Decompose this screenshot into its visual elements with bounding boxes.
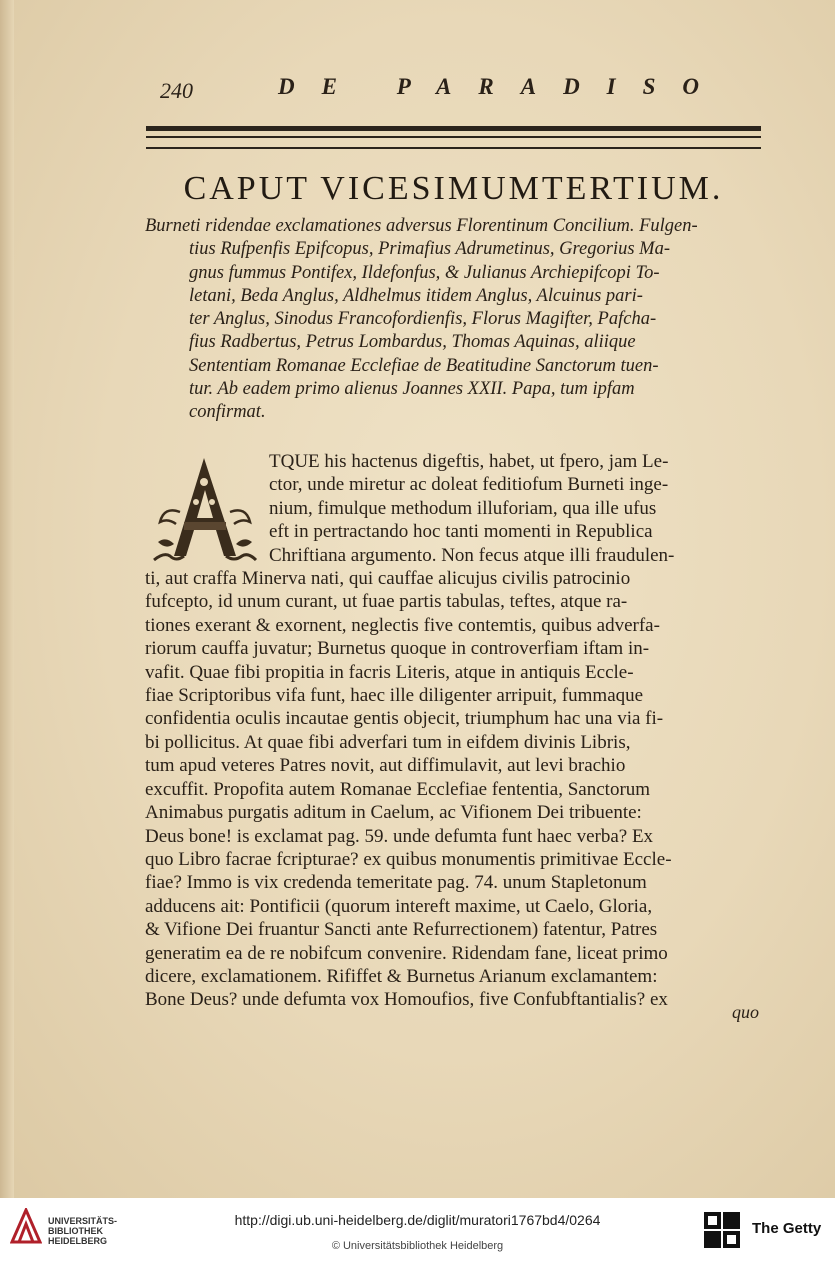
library-name-line: BIBLIOTHEK — [48, 1226, 103, 1236]
body-line: tum apud veteres Patres novit, aut diffimulavit, aut levi brachio — [145, 755, 626, 777]
copyright-notice: © Universitätsbibliothek Heidelberg — [331, 1240, 504, 1252]
body-line: generatim ea de re nobifcum convenire. Ridendam fane, liceat primo — [145, 942, 668, 964]
library-name-line: UNIVERSITÄTS- — [48, 1216, 118, 1226]
getty-logo-icon[interactable] — [704, 1212, 740, 1248]
body-line: bi pollicitus. At quae fibi adverfari tum in eifdem divinis Libris, — [145, 731, 631, 753]
body-line: dicere, exclamationem. Rififfet & Burnetus Arianum exclamantem: — [145, 965, 658, 987]
body-line: ti, aut craffa Minerva nati, qui cauffae alicujus civilis patrocinio — [145, 568, 631, 590]
body-line: Chriftiana argumento. Non fecus atque illi fraudulen- — [269, 544, 675, 566]
summary-line: fius Radbertus, Petrus Lombardus, Thomas Aquinas, aliique — [189, 332, 636, 353]
body-line: excuffit. Propofita autem Romanae Ecclefiae fententia, Sanctorum — [145, 778, 651, 800]
body-line: fiae? Immo is vix credenda temeritate pag. 74. unum Stapletonum — [145, 872, 647, 894]
summary-line: ter Anglus, Sinodus Francofordienfis, Florus Magifter, Pafcha- — [189, 309, 657, 330]
body-line: nium, fimulque methodum illuforiam, qua ille ufus — [269, 497, 657, 519]
page-header — [160, 70, 760, 110]
body-line: eft in pertractando hoc tanti momenti in Republica — [269, 521, 653, 543]
summary-line: tur. Ab eadem primo alienus Joannes XXII. Papa, tum ipfam — [189, 379, 635, 400]
running-title: DE PARADISO — [278, 74, 727, 99]
body-line: quo Libro facrae fcripturae? ex quibus monumentis primitivae Eccle- — [145, 848, 672, 870]
body-line: ctor, unde miretur ac doleat feditiofum Burneti inge- — [269, 474, 669, 496]
catchword: quo — [732, 1002, 759, 1022]
body-line: Bone Deus? unde defumta vox Homoufios, five Confubftantialis? ex — [145, 989, 668, 1011]
summary-line: tius Rufpenfis Epifcopus, Primafius Adrumetinus, Gregorius Ma- — [189, 239, 670, 260]
body-line: TQUE his hactenus digeftis, habet, ut fpero, jam Le- — [269, 451, 669, 472]
body-line: Animabus purgatis aditum in Caelum, ac Vifionem Dei tribuente: — [145, 802, 642, 824]
summary-line: Burneti ridendae exclamationes adversus Florentinum Concilium. Fulgen- — [145, 216, 698, 236]
chapter-summary — [145, 215, 785, 425]
footer-bar — [0, 1198, 835, 1263]
library-name-line: HEIDELBERG — [48, 1236, 108, 1246]
summary-line: Sententiam Romanae Ecclefiae de Beatitudine Sanctorum tuen- — [189, 355, 659, 376]
permalink-url[interactable]: http://digi.ub.uni-heidelberg.de/diglit/muratori1767bd4/0264 — [234, 1212, 601, 1228]
body-line: vafit. Quae fibi propitia in facris Literis, atque in antiquis Eccle- — [145, 661, 634, 683]
body-line: tiones exerant & exornent, neglectis five contemtis, quibus adverfa- — [145, 614, 660, 636]
body-line: confidentia oculis incautae gentis objecit, triumphum hac una via fi- — [145, 708, 664, 730]
body-line: fiae Scriptoribus vifa funt, haec ille diligenter arripuit, fummaque — [145, 685, 644, 707]
body-line: riorum cauffa juvatur; Burnetus quoque in controverfiam iftam in- — [145, 638, 650, 660]
page-edge — [0, 0, 14, 1198]
body-line: & Vifione Dei fruantur Sancti ante Refurrectionem) fatentur, Patres — [145, 919, 658, 941]
body-line: Deus bone! is exclamat pag. 59. unde defumta funt haec verba? Ex — [145, 825, 654, 847]
summary-line: letani, Beda Anglus, Aldhelmus itidem Anglus, Alcuinus pari- — [189, 285, 643, 306]
header-rule-thick — [146, 126, 761, 131]
summary-line: confirmat. — [189, 402, 266, 423]
body-text — [145, 450, 785, 1012]
summary-line: gnus fummus Pontifex, Ildefonfus, & Julianus Archiepifcopi To- — [189, 262, 660, 283]
body-line: adducens ait: Pontificii (quorum intereft maxime, ut Caelo, Gloria, — [145, 895, 653, 917]
chapter-title: CAPUT VICESIMUMTERTIUM. — [183, 170, 724, 207]
page-number: 240 — [160, 78, 193, 103]
header-rule-lower — [146, 147, 761, 149]
header-rule-thin — [146, 136, 761, 138]
body-line: fufcepto, id unum curant, ut fuae partis tabulas, teftes, atque ra- — [145, 591, 628, 613]
partner-name[interactable]: The Getty — [752, 1220, 822, 1237]
